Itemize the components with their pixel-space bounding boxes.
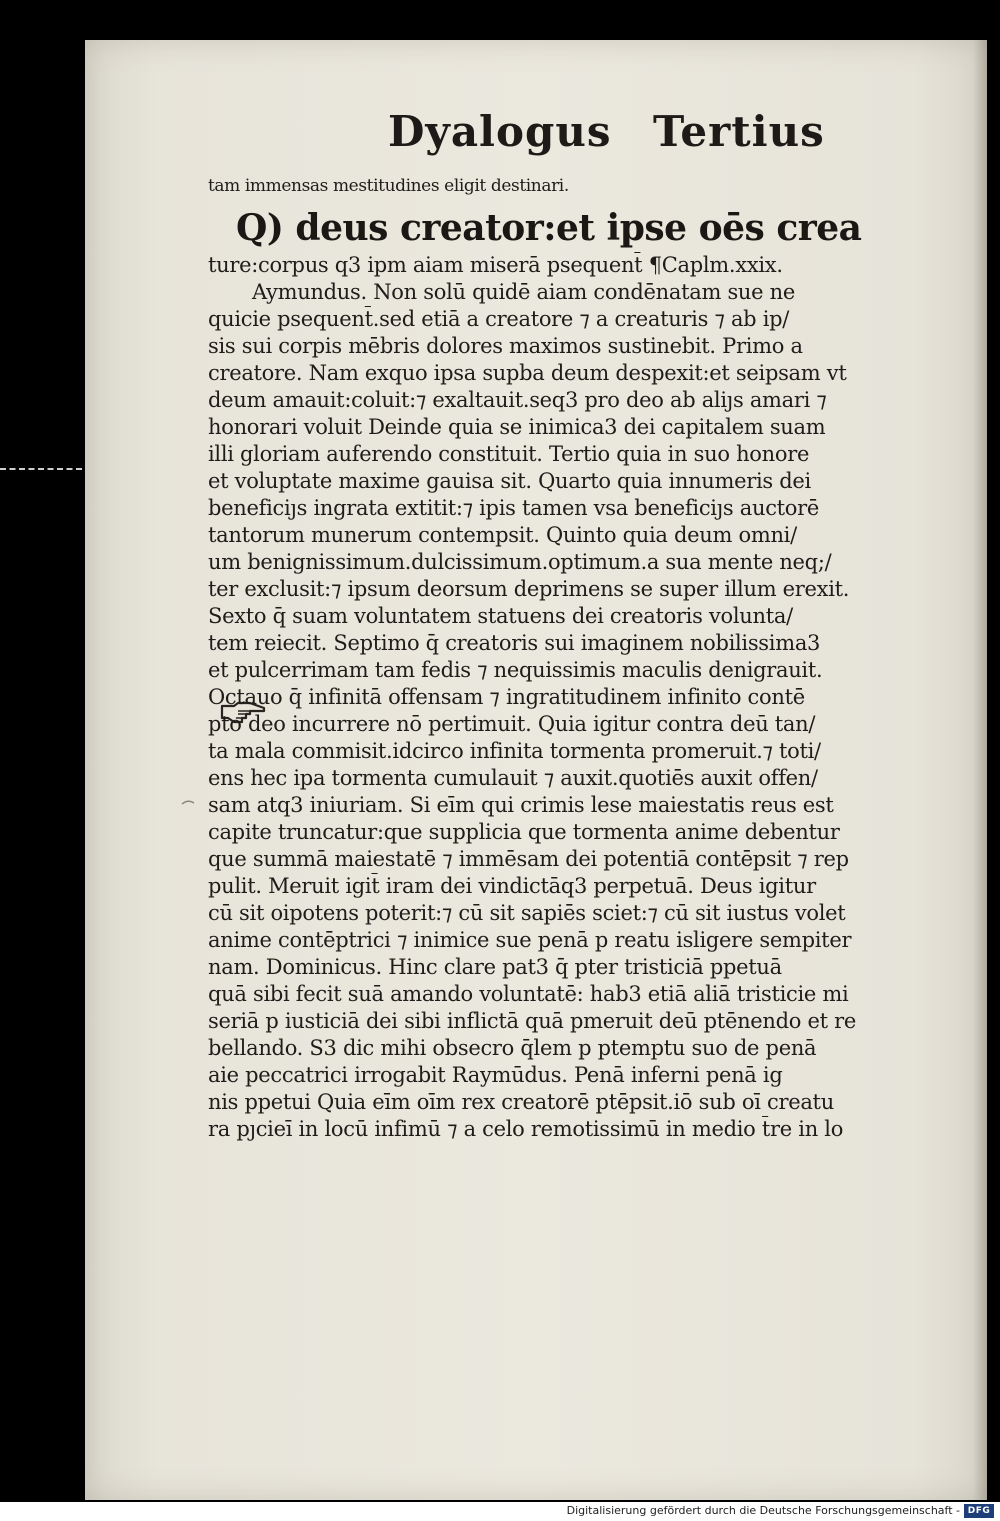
text-line: et voluptate maxime gauisa sit. Quarto quia innumeris dei bbox=[208, 469, 811, 493]
text-line: nam. Dominicus. Hinc clare pat3 q̄ pter tristiciā ppetuā bbox=[208, 955, 782, 979]
text-line: creatore. Nam exquo ipsa supba deum despexit:et seipsam vt bbox=[208, 361, 847, 385]
text-line: deum amauit:coluit:⁊ exaltauit.seq3 pro deo ab aliȷs amari ⁊ bbox=[208, 388, 827, 412]
text-block bbox=[208, 92, 918, 1143]
first-text-line: tam immensas mestitudines eligit destinari. bbox=[208, 176, 569, 196]
text-line: ta mala commisit.idcirco infinita tormenta promeruit.⁊ toti/ bbox=[208, 739, 821, 763]
text-line: honorari voluit Deinde quia se inimica3 dei capitalem suam bbox=[208, 415, 826, 439]
running-head-right: Tertius bbox=[653, 107, 825, 156]
footer-credit: Digitalisierung gefördert durch die Deutsche Forschungsgemeinschaft - bbox=[566, 1504, 960, 1517]
text-line: cū sit oipotens poterit:⁊ cū sit sapiēs sciet:⁊ cū sit iustus volet bbox=[208, 901, 846, 925]
text-line: illi gloriam auferendo constituit. Tertio quia in suo honore bbox=[208, 442, 810, 466]
text-line: Sexto q̄ suam voluntatem statuens dei creatoris volunta/ bbox=[208, 604, 793, 628]
page-edge-shadow bbox=[973, 40, 987, 1500]
text-line: pto deo incurrere nō pertimuit. Quia igitur contra deū tan/ bbox=[208, 712, 816, 736]
text-line: que summā maiestatē ⁊ immēsam dei potentiā contēpsit ⁊ rep bbox=[208, 847, 849, 871]
text-line: um benignissimum.dulcissimum.optimum.a sua mente neq;/ bbox=[208, 550, 832, 574]
text-line: bellando. S3 dic mihi obsecro q̄lem p ptemptu suo de penā bbox=[208, 1036, 817, 1060]
text-line: tantorum munerum contempsit. Quinto quia deum omni/ bbox=[208, 523, 797, 547]
text-line: seriā p iusticiā dei sibi inflictā quā pmeruit deū ptēnendo et re bbox=[208, 1009, 857, 1033]
marginal-mark-icon bbox=[180, 798, 196, 808]
text-line: ra pȷcieī in locū infimū ⁊ a celo remotissimū in medio t̄re in lo bbox=[208, 1117, 844, 1141]
text-line: aie peccatrici irrogabit Raymūdus. Penā inferni penā ig bbox=[208, 1063, 783, 1087]
text-line: et pulcerrimam tam fedis ⁊ nequissimis maculis denigrauit. bbox=[208, 658, 823, 682]
text-line: sis sui corpis mēbris dolores maximos sustinebit. Primo a bbox=[208, 334, 803, 358]
text-line: nis ppetui Quia eīm oīm rex creatorē ptēpsit.iō sub oī creatu bbox=[208, 1090, 834, 1114]
dfg-logo: DFG bbox=[964, 1504, 994, 1518]
running-head-left: Dyalogus bbox=[388, 107, 612, 156]
chapter-heading: Q) deus creator:et ipse oēs crea bbox=[236, 207, 862, 249]
text-line: quicie psequent̄.sed etiā a creatore ⁊ a creaturis ⁊ ab ip/ bbox=[208, 307, 790, 331]
text-line: pulit. Meruit igit̄ iram dei vindictāq3 perpetuā. Deus igitur bbox=[208, 874, 816, 898]
dashed-guide-line bbox=[0, 468, 82, 470]
text-line: ens hec ipa tormenta cumulauit ⁊ auxit.quotiēs auxit offen/ bbox=[208, 766, 818, 790]
text-line: quā sibi fecit suā amando voluntatē: hab3 etiā aliā tristicie mi bbox=[208, 982, 849, 1006]
text-line: ter exclusit:⁊ ipsum deorsum deprimens se super illum erexit. bbox=[208, 577, 850, 601]
text-line: anime contēptrici ⁊ inimice sue penā p reatu isligere sempiter bbox=[208, 928, 852, 952]
text-line: sam atq3 iniuriam. Si eīm qui crimis lese maiestatis reus est bbox=[208, 793, 834, 817]
text-line: tem reiecit. Septimo q̄ creatoris sui imaginem nobilissima3 bbox=[208, 631, 821, 655]
footer-bar bbox=[0, 1502, 1000, 1521]
text-line: beneficiȷs ingrata extitit:⁊ ipis tamen vsa beneficiȷs auctorē bbox=[208, 496, 820, 520]
running-head bbox=[208, 92, 918, 172]
text-line: capite truncatur:que supplicia que tormenta anime debentur bbox=[208, 820, 840, 844]
body-text bbox=[208, 252, 918, 1143]
text-line: Octauo q̄ infinitā offensam ⁊ ingratitudinem infinito contē bbox=[208, 685, 805, 709]
text-line: Aymundus. Non solū quidē aiam condēnatam sue ne bbox=[252, 280, 796, 304]
text-line: ture:corpus q3 ipm aiam miserā psequent̄ ¶Caplm.xxix. bbox=[208, 253, 783, 277]
